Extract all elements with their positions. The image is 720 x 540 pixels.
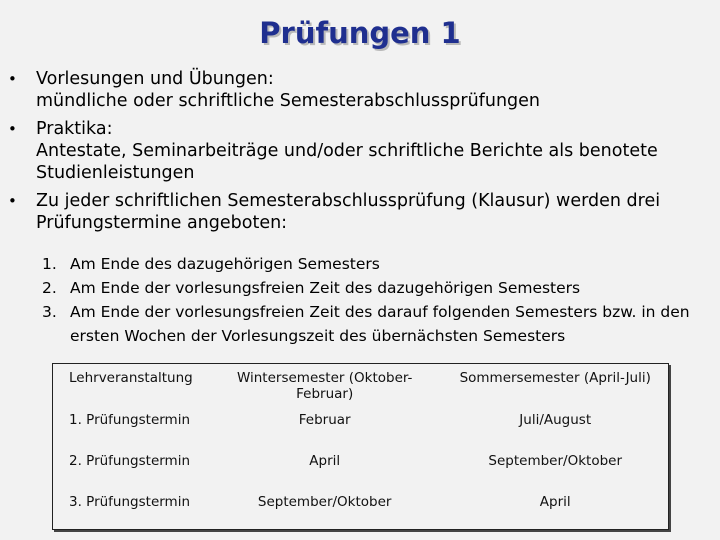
item-line: Am Ende der vorlesungsfreien Zeit des darauf folgenden Semesters bzw. in den bbox=[70, 303, 690, 321]
bullet-line: Praktika: bbox=[36, 119, 113, 139]
table-row bbox=[53, 406, 668, 447]
bullet-icon: • bbox=[8, 70, 17, 88]
bullet-line: Studienleistungen bbox=[36, 163, 195, 183]
bullet-line: Prüfungstermine angeboten: bbox=[36, 213, 288, 233]
table-cell: Februar bbox=[298, 412, 351, 428]
bullet-item bbox=[6, 68, 706, 112]
table-row bbox=[53, 488, 668, 529]
item-number: 1. bbox=[42, 255, 57, 273]
bullet-line: Vorlesungen und Übungen: bbox=[36, 69, 274, 89]
numbered-list bbox=[42, 252, 712, 348]
table-cell: April bbox=[309, 453, 341, 469]
table-header-row bbox=[53, 364, 668, 406]
bullet-list bbox=[6, 68, 706, 240]
table-cell: 1. Prüfungstermin bbox=[69, 412, 191, 428]
item-number: 2. bbox=[42, 279, 57, 297]
bullet-line: mündliche oder schriftliche Semesterabschlussprüfungen bbox=[36, 91, 540, 111]
header-cell: Sommersemester (April-Juli) bbox=[459, 370, 651, 386]
bullet-line: Antestate, Seminarbeiträge und/oder schriftliche Berichte als benotete bbox=[36, 141, 658, 161]
numbered-item bbox=[42, 252, 712, 276]
table-cell: 2. Prüfungstermin bbox=[69, 453, 191, 469]
numbered-item bbox=[42, 276, 712, 300]
item-line: Am Ende des dazugehörigen Semesters bbox=[70, 255, 380, 273]
numbered-item bbox=[42, 300, 712, 348]
header-cell: Wintersemester (Oktober-Februar) bbox=[236, 370, 413, 402]
bullet-icon: • bbox=[8, 192, 17, 210]
table-cell: Juli/August bbox=[519, 412, 592, 428]
bullet-icon: • bbox=[8, 120, 17, 138]
bullet-item bbox=[6, 190, 706, 234]
table-cell: April bbox=[539, 494, 571, 510]
exam-schedule-table bbox=[52, 363, 669, 530]
item-number: 3. bbox=[42, 303, 57, 321]
item-line: Am Ende der vorlesungsfreien Zeit des dazugehörigen Semesters bbox=[70, 279, 581, 297]
bullet-item bbox=[6, 118, 706, 184]
header-cell: Lehrveranstaltung bbox=[69, 370, 193, 386]
item-line: ersten Wochen der Vorlesungszeit des übernächsten Semesters bbox=[70, 327, 566, 345]
page-title: Prüfungen 1 bbox=[259, 16, 461, 50]
bullet-line: Zu jeder schriftlichen Semesterabschlussprüfung (Klausur) werden drei bbox=[36, 191, 661, 211]
table-cell: September/Oktober bbox=[257, 494, 392, 510]
table-cell: 3. Prüfungstermin bbox=[69, 494, 191, 510]
table-row bbox=[53, 447, 668, 488]
table-cell: September/Oktober bbox=[488, 453, 623, 469]
